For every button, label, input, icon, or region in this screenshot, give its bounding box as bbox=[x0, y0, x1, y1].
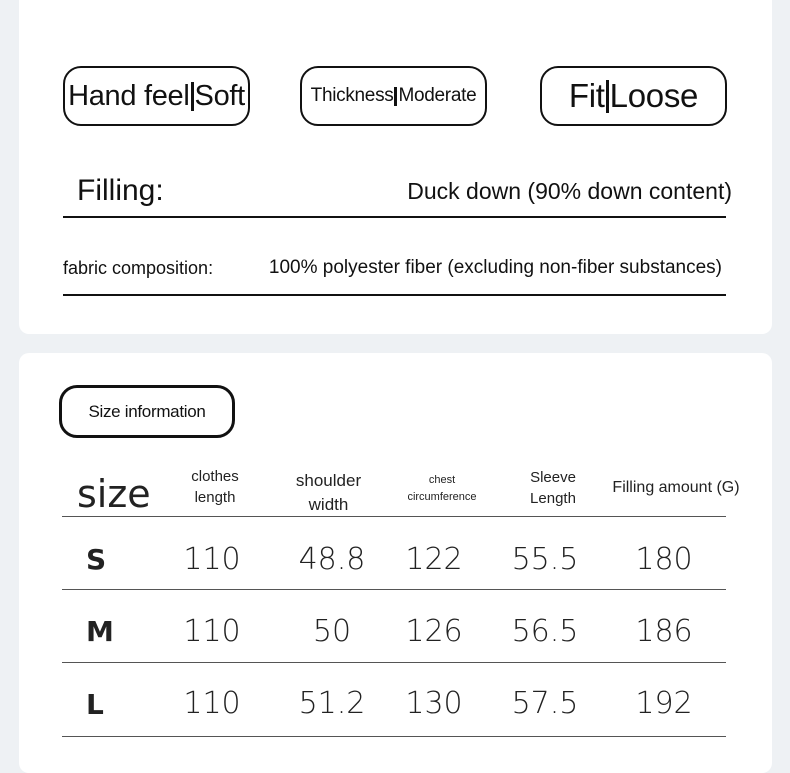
separator-bar bbox=[606, 80, 609, 113]
hand-feel-value: Soft bbox=[194, 79, 245, 112]
thickness-value: Moderate bbox=[398, 85, 477, 106]
table-cell: 186 bbox=[635, 614, 693, 649]
header-line: width bbox=[308, 495, 349, 514]
table-row-divider bbox=[62, 589, 726, 590]
filling-amount-header bbox=[606, 477, 746, 498]
header-line: chest bbox=[428, 474, 456, 486]
table-cell: 56.5 bbox=[511, 614, 579, 649]
size-information-label: Size information bbox=[88, 401, 206, 421]
table-cell: 57.5 bbox=[511, 686, 579, 721]
table-cell: 51.2 bbox=[298, 686, 366, 721]
filling-value: Duck down (90% down content) bbox=[407, 178, 732, 204]
table-cell: 50 bbox=[312, 614, 352, 649]
fabric-value: 100% polyester fiber (excluding non-fiber substances) bbox=[268, 257, 722, 278]
fit-value: Loose bbox=[609, 77, 699, 114]
header-line: clothes bbox=[191, 468, 239, 485]
fit-pill bbox=[540, 66, 727, 126]
size-column-header: size bbox=[77, 472, 151, 516]
header-line: length bbox=[194, 489, 236, 506]
header-line: circumference bbox=[407, 491, 477, 503]
shoulder-width-header bbox=[276, 469, 381, 517]
header-line: Sleeve bbox=[530, 469, 576, 486]
sleeve-length-header bbox=[503, 467, 603, 509]
hand-feel-pill bbox=[63, 66, 250, 126]
clothes-length-header bbox=[165, 466, 265, 508]
size-information-badge bbox=[59, 385, 235, 438]
separator-bar bbox=[394, 87, 397, 106]
size-m-label: M bbox=[86, 615, 114, 648]
table-cell: 180 bbox=[635, 542, 693, 577]
separator-bar bbox=[191, 82, 194, 111]
table-cell: 110 bbox=[183, 542, 241, 577]
filling-divider bbox=[63, 216, 726, 218]
table-cell: 110 bbox=[183, 614, 241, 649]
size-l-label: L bbox=[86, 688, 104, 721]
header-line: Filling amount (G) bbox=[612, 479, 740, 496]
table-cell: 48.8 bbox=[298, 542, 366, 577]
table-cell: 55.5 bbox=[511, 542, 579, 577]
table-cell: 130 bbox=[405, 686, 463, 721]
fabric-divider bbox=[63, 294, 726, 296]
thickness-label: Thickness bbox=[310, 85, 394, 106]
header-line: Length bbox=[530, 490, 576, 507]
fabric-label: fabric composition: bbox=[63, 258, 214, 278]
header-line: shoulder bbox=[295, 471, 362, 490]
product-attributes-card bbox=[19, 0, 772, 334]
size-s-label: S bbox=[86, 543, 107, 576]
table-row-divider bbox=[62, 662, 726, 663]
thickness-pill bbox=[300, 66, 487, 126]
table-cell: 122 bbox=[405, 542, 463, 577]
hand-feel-label: Hand feel bbox=[68, 79, 190, 112]
chest-circumference-header bbox=[392, 472, 492, 506]
table-cell: 110 bbox=[183, 686, 241, 721]
fit-label: Fit bbox=[568, 77, 605, 114]
table-row-divider bbox=[62, 736, 726, 737]
table-header-divider bbox=[62, 516, 726, 517]
table-cell: 192 bbox=[635, 686, 693, 721]
filling-label: Filling: bbox=[77, 174, 164, 207]
table-cell: 126 bbox=[405, 614, 463, 649]
